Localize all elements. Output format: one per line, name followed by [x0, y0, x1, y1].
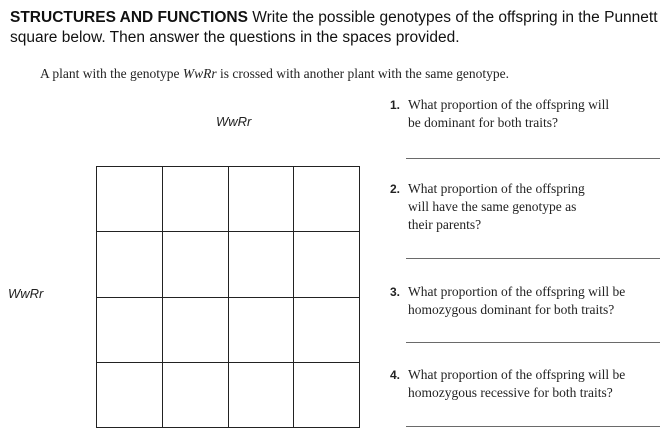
- instructions-text: Write the possible genotypes of the offspring in the Punnett square below. Then answer the questions in the spaces provided.: [10, 9, 658, 46]
- punnett-cell-4-2[interactable]: [163, 363, 229, 428]
- question-number: 4.: [390, 368, 401, 382]
- question-number: 1.: [390, 98, 401, 112]
- punnett-cell-4-3[interactable]: [229, 363, 295, 428]
- intro-after: is crossed with another plant with the same genotype.: [216, 66, 510, 81]
- punnett-cell-1-2[interactable]: [163, 167, 229, 232]
- punnett-cell-1-4[interactable]: [294, 167, 360, 232]
- punnett-top-genotype: WwRr: [216, 114, 252, 129]
- punnett-cell-4-1[interactable]: [97, 363, 163, 428]
- answer-line-3[interactable]: [406, 342, 660, 343]
- punnett-cell-1-3[interactable]: [229, 167, 295, 232]
- punnett-cell-3-4[interactable]: [294, 298, 360, 363]
- intro-genotype: WwRr: [182, 66, 217, 81]
- question-text-line: What proportion of the offspring will be: [408, 367, 626, 382]
- punnett-cell-3-3[interactable]: [229, 298, 295, 363]
- question-1: [390, 96, 660, 132]
- punnett-cell-2-4[interactable]: [294, 232, 360, 297]
- question-2: [390, 180, 660, 234]
- punnett-side-genotype: WwRr: [8, 286, 44, 301]
- question-number: 2.: [390, 182, 401, 196]
- intro-before: A plant with the genotype: [40, 66, 183, 81]
- answer-line-1[interactable]: [406, 158, 660, 159]
- question-number: 3.: [390, 285, 401, 299]
- question-text-line: their parents?: [408, 217, 482, 232]
- punnett-square: [96, 166, 360, 428]
- answer-line-4[interactable]: [406, 426, 660, 427]
- question-text-line: will have the same genotype as: [408, 199, 577, 214]
- punnett-cell-3-1[interactable]: [97, 298, 163, 363]
- question-text-line: homozygous dominant for both traits?: [408, 302, 615, 317]
- intro-sentence: [40, 66, 660, 82]
- answer-line-2[interactable]: [406, 258, 660, 259]
- question-text-line: homozygous recessive for both traits?: [408, 385, 613, 400]
- worksheet-header: [10, 8, 660, 48]
- punnett-cell-2-3[interactable]: [229, 232, 295, 297]
- question-text-line: What proportion of the offspring will be: [408, 284, 626, 299]
- section-heading: STRUCTURES AND FUNCTIONS: [10, 9, 248, 26]
- punnett-cell-3-2[interactable]: [163, 298, 229, 363]
- question-text-line: What proportion of the offspring: [408, 181, 585, 196]
- question-text-line: What proportion of the offspring will: [408, 97, 610, 112]
- punnett-cell-2-1[interactable]: [97, 232, 163, 297]
- question-3: [390, 283, 660, 319]
- punnett-cell-1-1[interactable]: [97, 167, 163, 232]
- punnett-cell-4-4[interactable]: [294, 363, 360, 428]
- question-4: [390, 366, 660, 402]
- punnett-cell-2-2[interactable]: [163, 232, 229, 297]
- question-text-line: be dominant for both traits?: [408, 115, 558, 130]
